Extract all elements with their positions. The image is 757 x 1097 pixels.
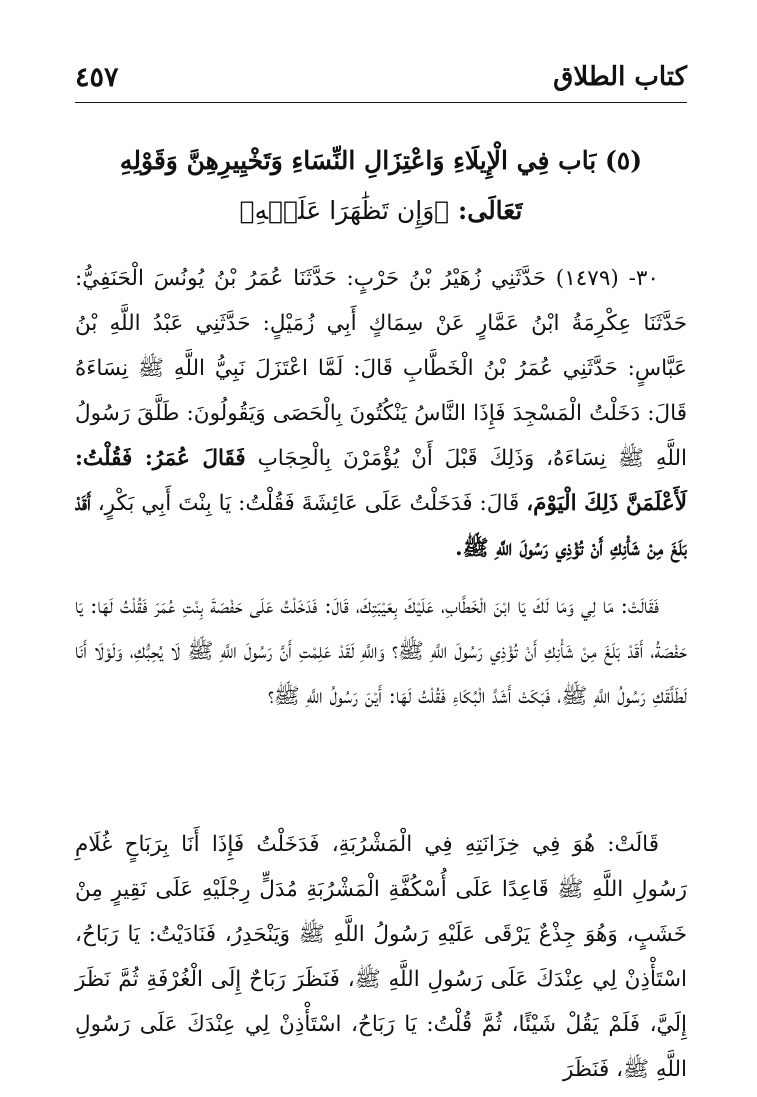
chapter-heading [75,136,687,236]
quran-verse: ﴿وَإِن تَظَٰهَرَا عَلَيۡهِ﴾ [239,196,450,225]
page-header [75,58,687,102]
hadith-text-bold: أَقَدْ بَلَغَ مِنْ شَأْنِكِ أَنْ تُؤْذِي رَسُولَ اللَّهِ ﷺ. [75,491,687,561]
header-divider [75,102,687,103]
book-title: كتاب الطلاق [553,62,687,92]
hadith-text: قَالَتْ: هُوَ فِي خِزَانَتِهِ فِي الْمَشْرُبَةِ، فَدَخَلْتُ فَإِذَا أَنَا بِرَبَاحٍ غُلَامِ رَسُولِ اللَّهِ ﷺ قَاعِدًا عَلَى أُسْكُفَّةِ الْمَشْرُبَةِ مُدَلٍّ رِجْلَيْهِ عَلَى نَقِيرٍ مِنْ خَشَبٍ، وَهُوَ جِذْعٌ يَرْقَى عَلَيْهِ رَسُولُ اللَّهِ ﷺ وَيَنْحَدِرُ، فَنَادَيْتُ: يَا رَبَاحُ، اسْتَأْذِنْ لِي عِنْدَكَ عَلَى رَسُولِ اللَّهِ ﷺ، فَنَظَرَ رَبَاحٌ إِلَى الْغُرْفَةِ ثُمَّ نَظَرَ إِلَيَّ، فَلَمْ يَقُلْ شَيْئًا، ثُمَّ قُلْتُ: يَا رَبَاحُ، اسْتَأْذِنْ لِي عِنْدَكَ عَلَى رَسُولِ اللَّهِ ﷺ، فَنَظَرَ [75,832,687,1082]
hadith-paragraph-1 [75,256,687,571]
chapter-heading-line1: (٥) بَاب فِي الْإِيلَاءِ وَاعْتِزَالِ النِّسَاءِ وَتَخْيِيرِهِنَّ وَقَوْلِهِ [119,146,643,175]
hadith-paragraph-3 [75,822,687,1092]
hadith-text: قَالَ: فَدَخَلْتُ عَلَى عَائِشَةَ فَقُلْتُ: يَا بِنْتَ أَبِي بَكْرٍ، [97,491,520,516]
chapter-heading-prefix: تَعَالَى: [458,196,523,225]
hadith-text-bold: فَقَالَ عُمَرُ: فَقُلْتُ: لَأَعْلَمَنَّ ذَلِكَ الْيَوْمَ، [75,446,688,516]
page-number: ٤٥٧ [75,62,119,93]
hadith-text: فَقَالَتْ: مَا لِي وَمَا لَكَ يَا ابْنَ الْخَطَّابِ، عَلَيْكَ بِعَيْبَتِكَ، قَالَ: فَدَخَلْتُ عَلَى حَفْصَةَ بِنْتِ عُمَرَ فَقُلْتُ لَهَا: يَا حَفْصَةُ، أَقَدْ بَلَغَ مِنْ شَأْنِكِ أَنْ تُؤْذِي رَسُولَ اللَّهِ ﷺ؟ وَاللَّهِ لَقَدْ عَلِمْتِ أَنَّ رَسُولَ اللَّهِ ﷺ لَا يُحِبُّكِ، وَلَوْلَا أَنَا لَطَلَّقَكِ رَسُولُ اللَّهِ ﷺ، فَبَكَتْ أَشَدَّ الْبُكَاءِ فَقُلْتُ لَهَا: أَيْنَ رَسُولُ اللَّهِ ﷺ؟ [75,594,687,709]
chapter-heading-line2 [75,186,687,236]
hadith-paragraph-2 [75,584,687,719]
hadith-text: ٣٠- (١٤٧٩) حَدَّثَنِي زُهَيْرُ بْنُ حَرْبٍ: حَدَّثَنَا عُمَرُ بْنُ يُونُسَ الْحَنَفِيُّ: حَدَّثَنَا عِكْرِمَةُ ابْنُ عَمَّارٍ عَنْ سِمَاكٍ أَبِي زُمَيْلٍ: حَدَّثَنِي عَبْدُ اللَّهِ بْنُ عَبَّاسٍ: حَدَّثَنِي عُمَرُ بْنُ الْخَطَّابِ قَالَ: لَمَّا اعْتَزَلَ نَبِيُّ اللَّهِ ﷺ نِسَاءَهُ قَالَ: دَخَلْتُ الْمَسْجِدَ فَإِذَا النَّاسُ يَنْكُتُونَ بِالْحَصَى وَيَقُولُونَ: طَلَّقَ رَسُولُ اللَّهِ ﷺ نِسَاءَهُ، وَذَلِكَ قَبْلَ أَنْ يُؤْمَرْنَ بِالْحِجَابِ [75,266,687,471]
